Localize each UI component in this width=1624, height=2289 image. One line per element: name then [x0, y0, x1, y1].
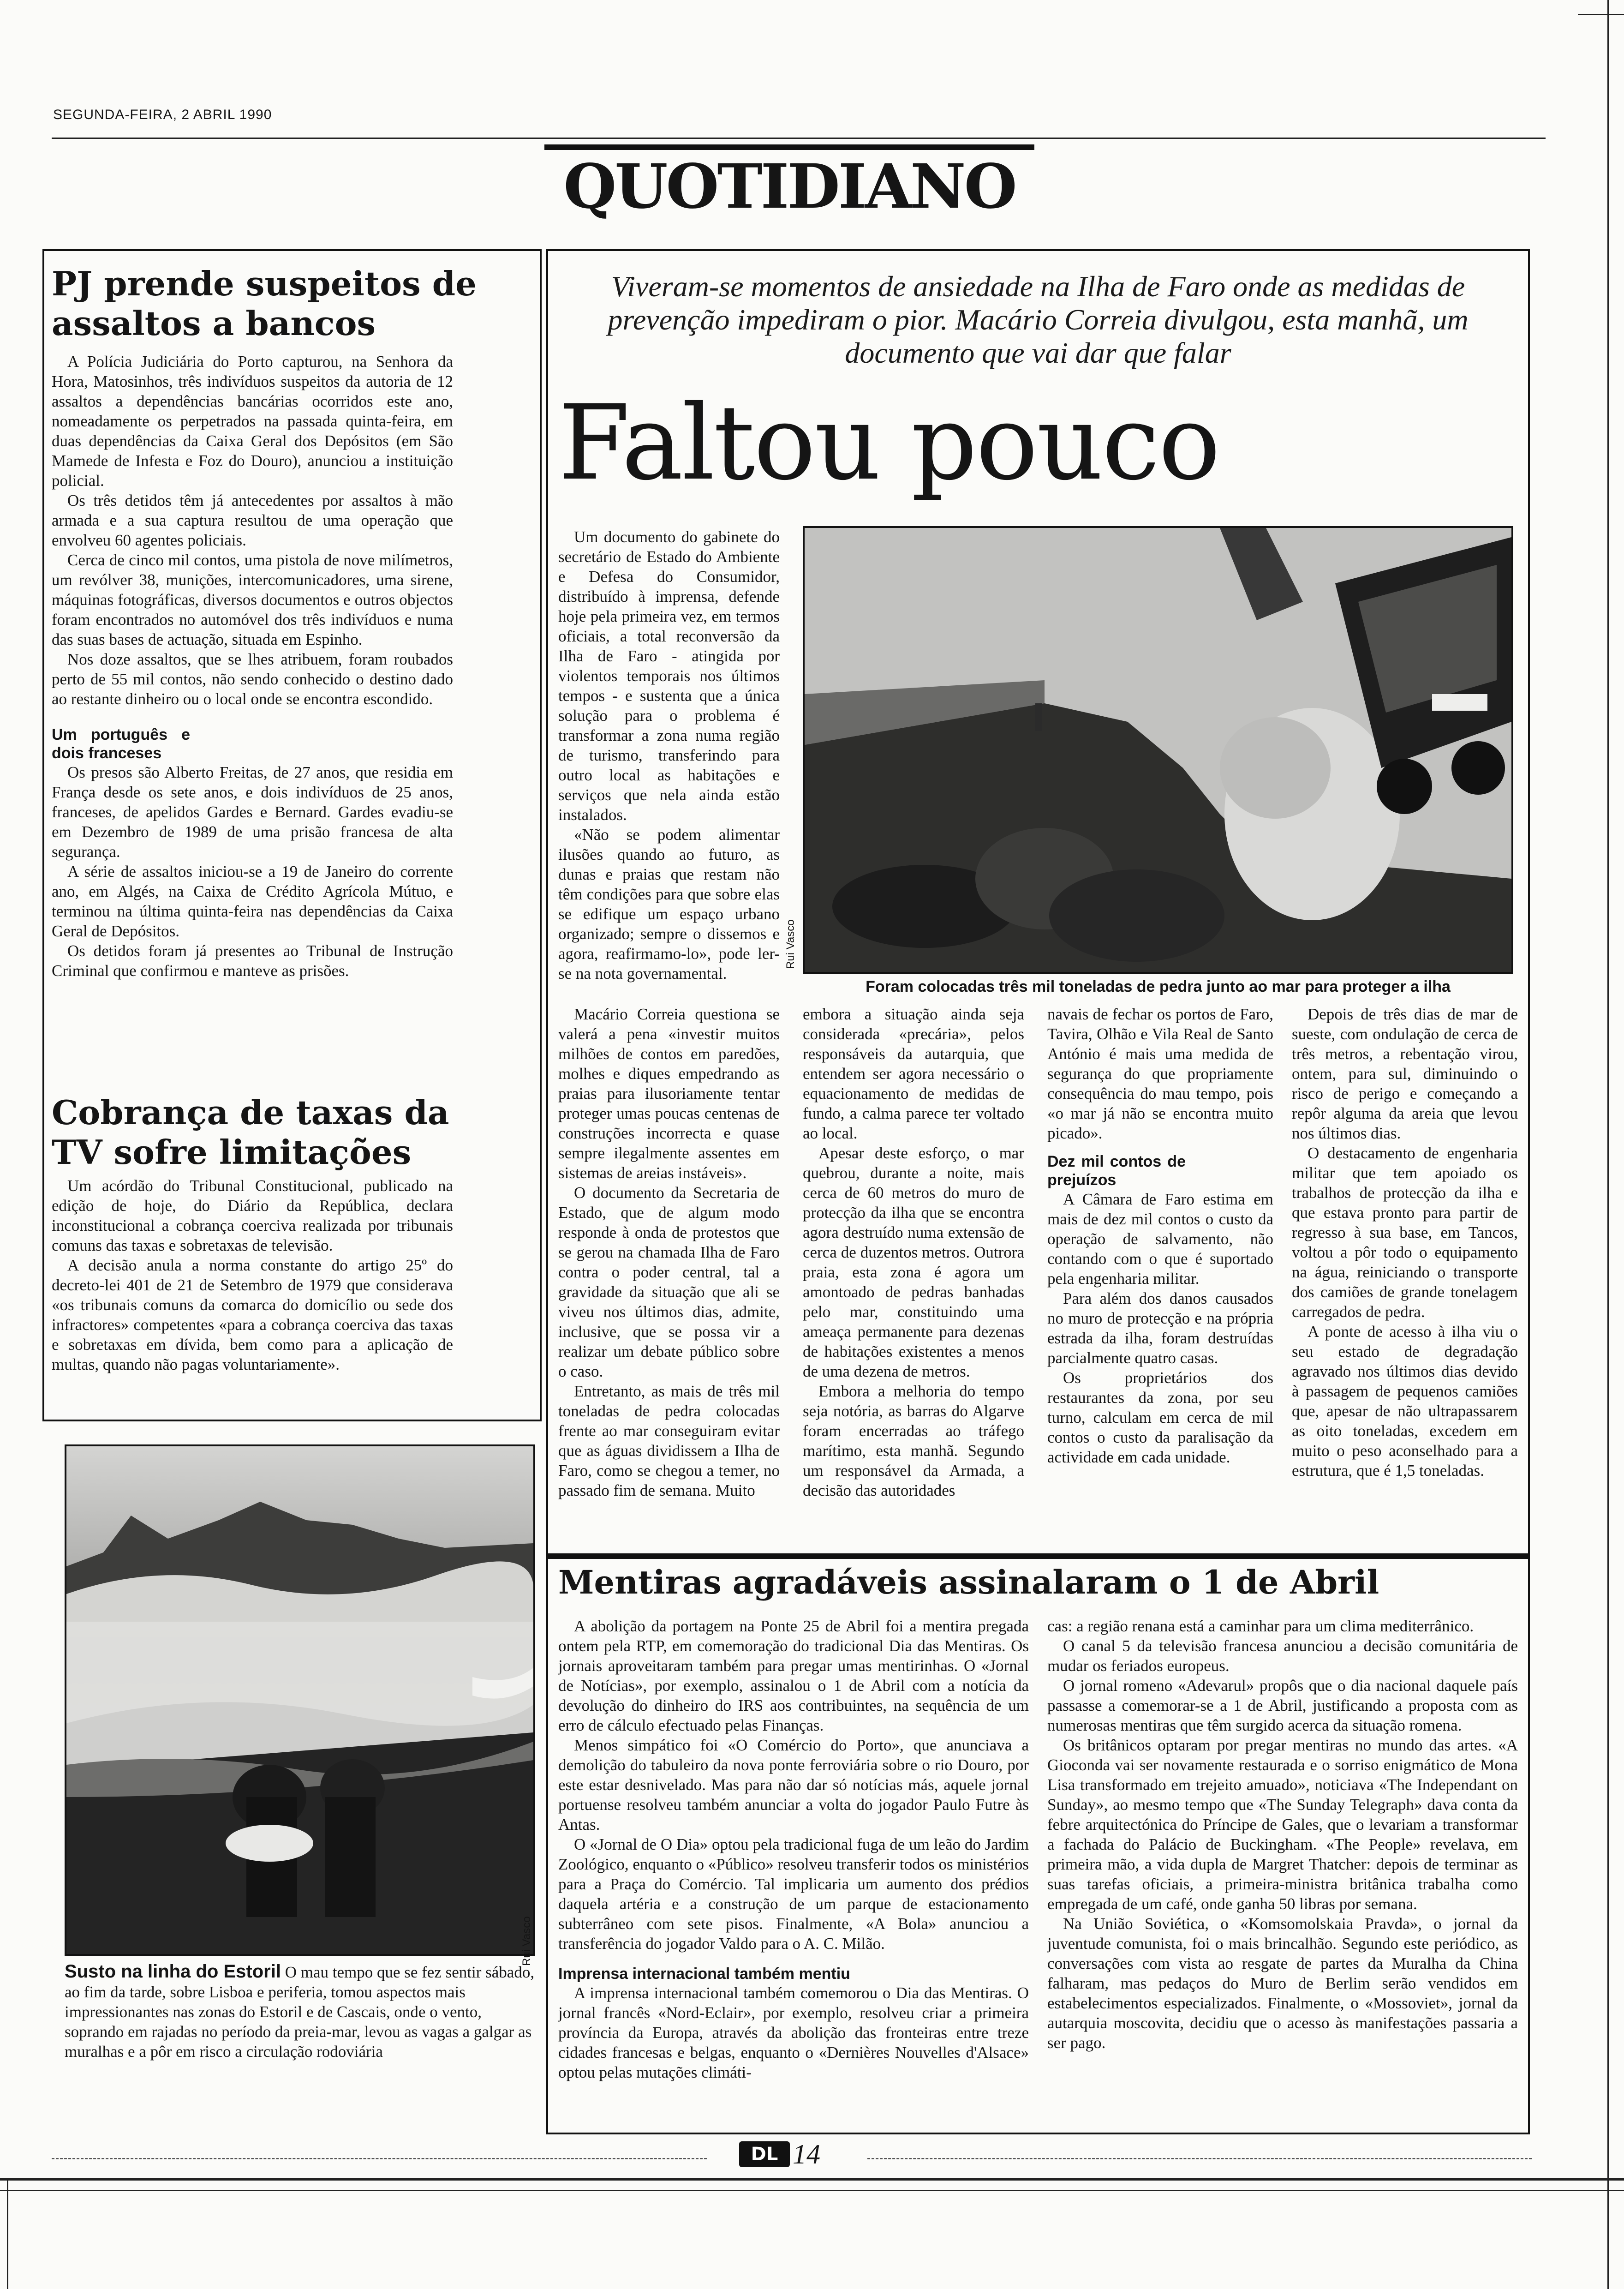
abril-col2 [1047, 1616, 1518, 2053]
tv-body [52, 1176, 453, 1374]
faro-paragraph: Entretanto, as mais de três mil toneladas de pedra colocadas frente ao mar conseguiram evitar que as águas dividissem a Ilha de Faro, como se chegou a temer, no passado fim de semana. Muito [558, 1382, 780, 1499]
scan-border-right [1607, 0, 1609, 2289]
faro-col1-top [558, 527, 780, 983]
issue-date: SEGUNDA-FEIRA, 2 ABRIL 1990 [53, 107, 272, 122]
scan-border-top [1578, 14, 1624, 15]
abril-paragraph: Na União Soviética, o «Komsomolskaia Pravda», o jornal da juventude comunista, foi o mais brincalhão. Segundo este periódico, as conversações com vista ao resgate de partes da Muralha da China falharam, mas pedaços do Muro de Berlim serão vendidos em estabelecimentos especializados. Finalmente, o «Mossoviet», jornal da autarquia moscovita, decidiu que o acesso às manifestações passaria a ser pago. [1047, 1915, 1518, 2052]
pj-headline: PJ prende suspeitos de assaltos a bancos [52, 264, 477, 343]
abril-rule [546, 1555, 1530, 1559]
faro-paragraph: Apesar deste esforço, o mar quebrou, durante a noite, mais cerca de 60 metros do muro de protecção da ilha que se encontra agora destruído numa extensão de cerca de duzentos metros. Outrora praia, esta zona é agora um amontoado de pedras banhadas pelo mar, constituindo uma ameaça permanente para dezenas de habitações existentes a menos de uma dezena de metros. [803, 1144, 1024, 1380]
faro-photo-caption: Foram colocadas três mil toneladas de pedra junto ao mar para proteger a ilha [866, 978, 1451, 995]
tv-paragraph: A decisão anula a norma constante do artigo 25º do decreto-lei 401 de 21 de Setembro de 1979 que considerava «os tribunais comuns da comarca do domicílio ou sede dos infractores» competentes «para a cobrança coerciva das taxas e sobretaxas em dívida, bem como para a aplicação de multas, quando não pagas voluntariamente». [52, 1256, 453, 1373]
tv-headline: Cobrança de taxas da TV sofre limitações [52, 1093, 449, 1172]
faro-subhead: Dez mil contos de prejuízos [1047, 1153, 1186, 1189]
abril-paragraph: cas: a região renana está a caminhar para um clima mediterrânico. [1047, 1617, 1474, 1635]
faro-col4 [1292, 1004, 1518, 1480]
faro-col2 [803, 1004, 1024, 1500]
scan-border-bottom-2 [0, 2190, 1624, 2191]
footer-logo-text: DL [751, 2144, 778, 2165]
faro-paragraph: Um documento do gabinete do secretário de Estado do Ambiente e Defesa do Consumidor, distribuído à imprensa, defende hoje pela primeira vez, em termos oficiais, a total reconversão da Ilha de Faro - atingida por violentos temporais nos últimos tempos - e sustenta que a única solução para o problema é transformar a zona numa região de turismo, transferindo para outro local as habitações e serviços que nela ainda estão instalados. [558, 528, 780, 824]
faro-paragraph: A Câmara de Faro estima em mais de dez mil contos o custo da operação de salvamento, não contando com o que é suportado pela engenharia militar. [1047, 1190, 1273, 1288]
abril-paragraph: O canal 5 da televisão francesa anunciou a decisão comunitária de mudar os feriados europeus. [1047, 1637, 1518, 1675]
pj-paragraph: A série de assaltos iniciou-se a 19 de Janeiro do corrente ano, em Algés, na Caixa de Crédito Agrícola Mútuo, e terminou na última quinta-feira nas dependências da Caixa Geral de Depósitos. [52, 863, 453, 940]
pj-subhead: Um português e dois franceses [52, 726, 190, 762]
scan-border-left [7, 2178, 8, 2289]
faro-paragraph: O documento da Secretaria de Estado, que de algum modo responde à onda de protestos que se gerou na chamada Ilha de Faro contra o poder central, tal a gravidade da situação que ali se viveu nos últimos dias, admite, inclusive, que se possa vir a realizar um debate público sobre o caso. [558, 1184, 780, 1380]
faro-paragraph: O destacamento de engenharia militar que tem apoiado os trabalhos de protecção da ilha e que estava pronto para partir de regresso à sua base, em Tancos, voltou a pôr todo o equipamento na água, reiniciando o transporte dos camiões de grande tonelagem carregados de pedra. [1292, 1144, 1518, 1321]
pj-paragraph: Os detidos foram já presentes ao Tribunal de Instrução Criminal que confirmou e manteve as prisões. [52, 942, 453, 980]
faro-paragraph: Para além dos danos causados no muro de protecção e na própria estrada da ilha, foram destruídas parcialmente quatro casas. [1047, 1289, 1273, 1367]
faro-headline: Faltou pouco [558, 383, 1219, 503]
pj-paragraph: Nos doze assaltos, que se lhes atribuem, foram roubados perto de 55 mil contos, não sendo conhecido o destino dado ao restante dinheiro ou o local onde se encontra escondido. [52, 650, 453, 708]
faro-paragraph: embora a situação ainda seja considerada «precária», pelos responsáveis da autarquia, que entendem ser agora necessário o equacionamento de medidas de fundo, a calma parece ter voltado ao local. [803, 1005, 1024, 1142]
faro-paragraph: Os proprietários dos restaurantes da zona, por seu turno, calculam em cerca de mil contos o custo da paralisação da actividade em cada unidade. [1047, 1369, 1273, 1466]
footer-rule-left [52, 2158, 707, 2159]
faro-col3 [1047, 1004, 1273, 1467]
pj-paragraph: Os presos são Alberto Freitas, de 27 anos, que residia em França desde os sete anos, e dois indivíduos de 25 anos, franceses, de apelidos Gardes e Bernard. Gardes evadiu-se em Dezembro de 1989 de uma prisão francesa de alta segurança. [52, 763, 453, 861]
page-number: 14 [793, 2139, 820, 2169]
footer-rule-right [867, 2158, 1532, 2159]
faro-paragraph: Macário Correia questiona se valerá a pena «investir muitos milhões de contos em paredões, molhes e diques empedrando as praias para ilusoriamente tentar proteger umas poucas centenas de construções incorrecta e quase sempre ilegalmente assentes em sistemas de areias instáveis». [558, 1005, 780, 1182]
estoril-storm-image [66, 1446, 533, 1954]
pj-paragraph: A Polícia Judiciária do Porto capturou, na Senhora da Hora, Matosinhos, três indivíduos suspeitos da autoria de 12 assaltos a dependências bancárias ocorridos este ano, nomeadamente os perpetrados na passada quinta-feira, em duas dependências da Caixa Geral dos Depósitos (em São Mamede de Infesta e Foz do Douro), anunciou a instituição policial. [52, 353, 453, 490]
faro-paragraph: navais de fechar os portos de Faro, Tavira, Olhão e Vila Real de Santo António é mais uma medida de segurança do que propriamente consequência do mau tempo, pois «o mar já não se encontra muito picado». [1047, 1005, 1273, 1142]
pj-body [52, 352, 453, 981]
abril-paragraph: O jornal romeno «Adevarul» propôs que o dia nacional daquele país passasse a comemorar-se a 1 de Abril, justificando a proposta com as numerosas mentiras que têm surgido acerca da situação romena. [1047, 1677, 1518, 1734]
faro-rocks-image [805, 528, 1511, 972]
faro-photo-credit: Rui Vasco [784, 919, 797, 969]
estoril-caption-text: O mau tempo que se fez sentir sábado, ao fim da tarde, sobre Lisboa e periferia, tomou aspectos mais impressionantes nas zonas do Estoril e de Cascais, onde o vento, soprando em rajadas no período da preia-mar, levou as vagas a galgar as muralhas e a pôr em risco a circulação rodoviária [65, 1963, 535, 2061]
header-rule [52, 138, 1546, 139]
faro-paragraph: Depois de três dias de mar de sueste, com ondulação de cerca de três metros, a rebentação virou, ontem, para sul, diminuindo o risco de perigo e começando a repôr alguma da areia que levou nos últimos dias. [1292, 1005, 1518, 1142]
abril-paragraph: Os britânicos optaram por pregar mentiras no mundo das artes. «A Gioconda vai ser novamente restaurada e o sorriso enigmático de Mona Lisa transformado em trejeito amuado», noticiava «The Independant on Sunday», ao mesmo tempo que «The Sunday Telegraph» dava conta da febre arquitectónica do Príncipe de Gales, que o levariam a transformar a fachada do Palácio de Buckingham. «The People» revelava, em primeira mão, a vida dupla de Margret Thatcher: depois de terminar as suas tarefas oficiais, a primeira-ministra britânica trabalha como empregada de um café, onde ganha 50 libras por semana. [1047, 1736, 1518, 1913]
faro-deck: Viveram-se momentos de ansiedade na Ilha de Faro onde as medidas de prevenção impediram o pior. Macário Correia divulgou, esta manhã, um documento que vai dar que falar [608, 270, 1469, 369]
pj-paragraph: Cerca de cinco mil contos, uma pistola de nove milímetros, um revólver 38, munições, intercomunicadores, uma sirene, máquinas fotográficas, diversos documentos e outros objectos foram encontrados no automóvel dos três indivíduos e numa das suas bases de actuação, situada em Espinho. [52, 551, 453, 648]
faro-paragraph: A ponte de acesso à ilha viu o seu estado de degradação agravado nos últimos dias devido à passagem de pequenos camiões que, apesar de não ultrapassarem as oito toneladas, excedem em muito o peso aconselhado para a estrutura, que é 1,5 toneladas. [1292, 1323, 1518, 1480]
tv-paragraph: Um acórdão do Tribunal Constitucional, publicado na edição de hoje, do Diário da República, declara inconstitucional a cobrança coerciva realizada por tribunais comuns das taxas e sobretaxas de televisão. [52, 1177, 453, 1254]
estoril-caption [65, 1962, 535, 2061]
section-title: QUOTIDIANO [563, 151, 1015, 222]
faro-paragraph: Embora a melhoria do tempo seja notória, as barras do Algarve foram encerradas ao tráfego marítimo, esta manhã. Segundo um responsável da Armada, a decisão das autoridades [803, 1382, 1024, 1499]
abril-paragraph: Menos simpático foi «O Comércio do Porto», que anunciava a demolição do tabuleiro da nova ponte ferroviária sobre o rio Douro, por este estar desnivelado. Mas para não dar só notícias más, aquele jornal portuense resolveu também anunciar a volta do jogador Paulo Futre às Antas. [558, 1736, 1029, 1834]
section-rule-top [544, 144, 1034, 150]
faro-paragraph: «Não se podem alimentar ilusões quando ao futuro, as dunas e praias que restam não têm condições para que sobre elas se edifique um espaço urbano organizado; sempre o dissemos e agora, reafirmamo-lo», pode ler-se na nota governamental. [558, 826, 780, 983]
abril-paragraph: O «Jornal de O Dia» optou pela tradicional fuga de um leão do Jardim Zoológico, enquanto o «Público» resolveu transferir todos os ministérios para a Praça do Comércio. Tal implicaria um aumento dos prédios daquela artéria e a construção de um parque de estacionamento subterrâneo com sete pisos. Finalmente, «A Bola» anunciou a transferência do jogador Valdo para o A. C. Milão. [558, 1835, 1029, 1953]
faro-photo [803, 526, 1513, 974]
abril-subhead: Imprensa internacional também mentiu [558, 1965, 850, 1983]
scan-border-bottom [0, 2178, 1624, 2181]
pj-paragraph: Os três detidos têm já antecedentes por assaltos à mão armada e a sua captura resultou de uma operação que envolveu 60 agentes policiais. [52, 491, 453, 549]
abril-paragraph: A abolição da portagem na Ponte 25 de Abril foi a mentira pregada ontem pela RTP, em comemoração do tradicional Dia das Mentiras. Os jornais aproveitaram também para pregar umas mentirinhas. O «Jornal de Notícias», por exemplo, assinalou o 1 de Abril com a notícia da devolução do dinheiro do IRS aos contribuintes, na sequência de um erro de cálculo efectuado pelas Finanças. [558, 1617, 1029, 1734]
estoril-photo-credit: Rui Vasco [520, 1916, 533, 1966]
estoril-photo [65, 1444, 535, 1956]
abril-col1 [558, 1616, 1029, 2082]
footer-logo [739, 2141, 790, 2167]
abril-headline: Mentiras agradáveis assinalaram o 1 de Abril [558, 1563, 1379, 1601]
estoril-caption-title: Susto na linha do Estoril [65, 1961, 281, 1982]
abril-paragraph: A imprensa internacional também comemorou o Dia das Mentiras. O jornal francês «Nord-Eclair», por exemplo, resolveu criar a primeira província da Europa, através da abolição das fronteiras entre treze cidades francesas e belgas, enquanto o «Dernières Nouvelles d'Alsace» optou pelas mutações climáti- [558, 1984, 1029, 2081]
faro-col1-bottom [558, 1004, 780, 1500]
